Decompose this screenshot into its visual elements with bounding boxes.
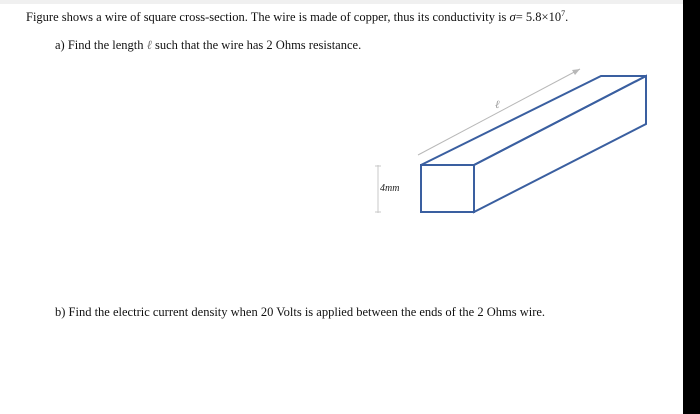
part-a-prefix: a) Find the length: [55, 38, 144, 52]
wire-top-face: [421, 76, 646, 165]
length-arrow-head: [572, 69, 580, 75]
part-a-suffix: such that the wire has 2 Ohms resistance.: [155, 38, 362, 52]
side-length-label: 4mm: [380, 183, 400, 194]
sigma-symbol: σ: [509, 10, 516, 25]
wire-front-face: [421, 165, 474, 212]
wire-length-label: ℓ: [495, 99, 500, 111]
length-symbol: ℓ: [146, 38, 152, 52]
length-dimension-line: [418, 69, 580, 155]
intro-text: Figure shows a wire of square cross-section. The wire is made of copper, thus its conductivity is: [26, 10, 507, 25]
sigma-value: = 5.8×10: [515, 10, 562, 25]
intro-end: .: [565, 10, 569, 25]
sigma-exponent: 7: [561, 9, 566, 18]
part-b-question: b) Find the electric current density when 20 Volts is applied between the ends of the 2 Ohms wire.: [55, 305, 546, 319]
